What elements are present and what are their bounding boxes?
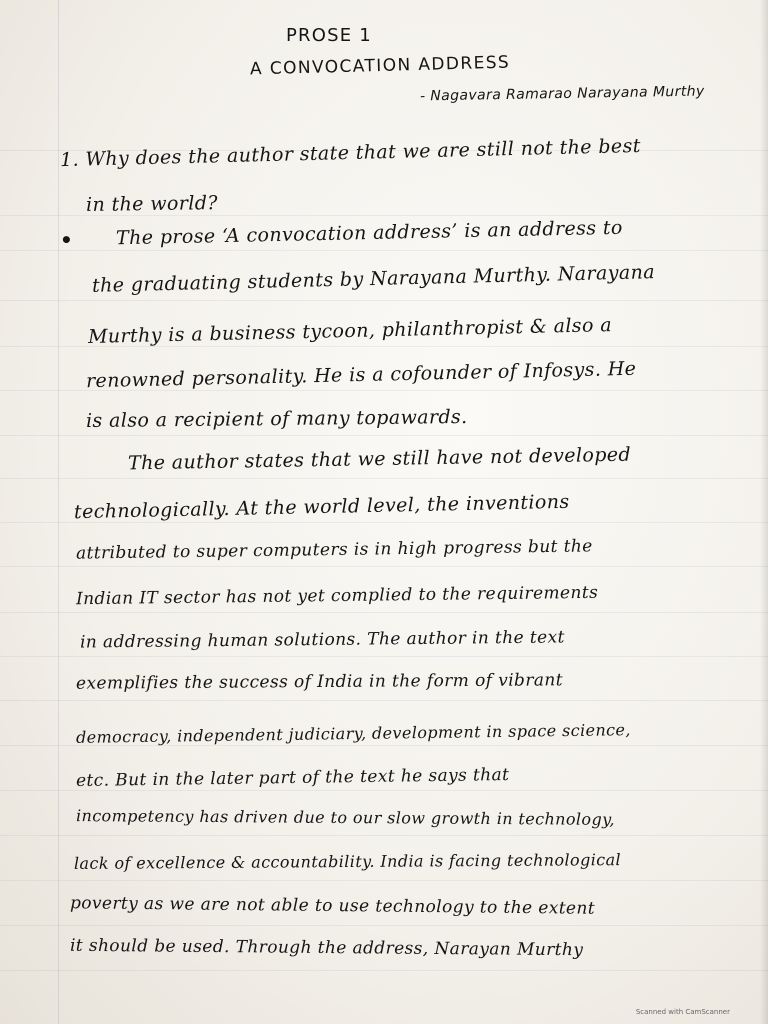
ruled-line [0,656,768,657]
ruled-line [0,435,768,436]
question-line-1 [60,135,641,171]
answer-line: Indian IT sector has not yet complied to the requirements [75,582,599,610]
answer-line: technologically. At the world level, the inventions [73,490,570,524]
question-number: 1. [59,148,80,172]
ruled-line [0,970,768,971]
ruled-line [0,925,768,926]
answer-line: it should be used. Through the address, Narayan Murthy [69,935,584,961]
ruled-line [0,478,768,479]
answer-line: exemplifies the success of India in the form of vibrant [75,670,564,694]
scanner-watermark: Scanned with CamScanner [635,1008,730,1016]
answer-line: in addressing human solutions. The author in the text [79,627,565,653]
answer-line: Murthy is a business tycoon, philanthropist & also a [87,314,613,348]
question-text: Why does the author state that we are still not the best [85,134,642,171]
ruled-line [0,880,768,881]
page-title: A CONVOCATION ADDRESS [249,52,511,80]
ruled-line [0,300,768,301]
ruled-line [0,700,768,701]
answer-line: the graduating students by Narayana Murthy. Narayana [91,261,656,297]
answer-line: renowned personality. He is a cofounder of Infosys. He [85,357,637,393]
answer-line: poverty as we are not able to use technology to the extent [69,893,596,919]
answer-bullet: • [60,228,74,252]
answer-line: The prose ‘A convocation address’ is an address to [115,216,623,250]
ruled-line [0,250,768,251]
ruled-line [0,566,768,567]
answer-line: incompetency has driven due to our slow growth in technology, [75,806,616,829]
answer-line: democracy, independent judiciary, development in space science, [75,720,631,747]
answer-line: is also a recipient of many topawards. [85,406,468,432]
page-edge-shadow [760,0,768,1024]
prose-label: PROSE 1 [286,25,372,46]
question-line-2: in the world? [85,192,219,216]
author-line: - Nagavara Ramarao Narayana Murthy [419,83,705,105]
ruled-line [0,612,768,613]
margin-line [58,0,59,1024]
ruled-line [0,835,768,836]
answer-line: attributed to super computers is in high progress but the [75,536,593,564]
answer-line: lack of excellence & accountability. India is facing technological [73,850,622,873]
answer-line: The author states that we still have not developed [127,443,632,475]
answer-line: etc. But in the later part of the text he says that [75,764,510,792]
